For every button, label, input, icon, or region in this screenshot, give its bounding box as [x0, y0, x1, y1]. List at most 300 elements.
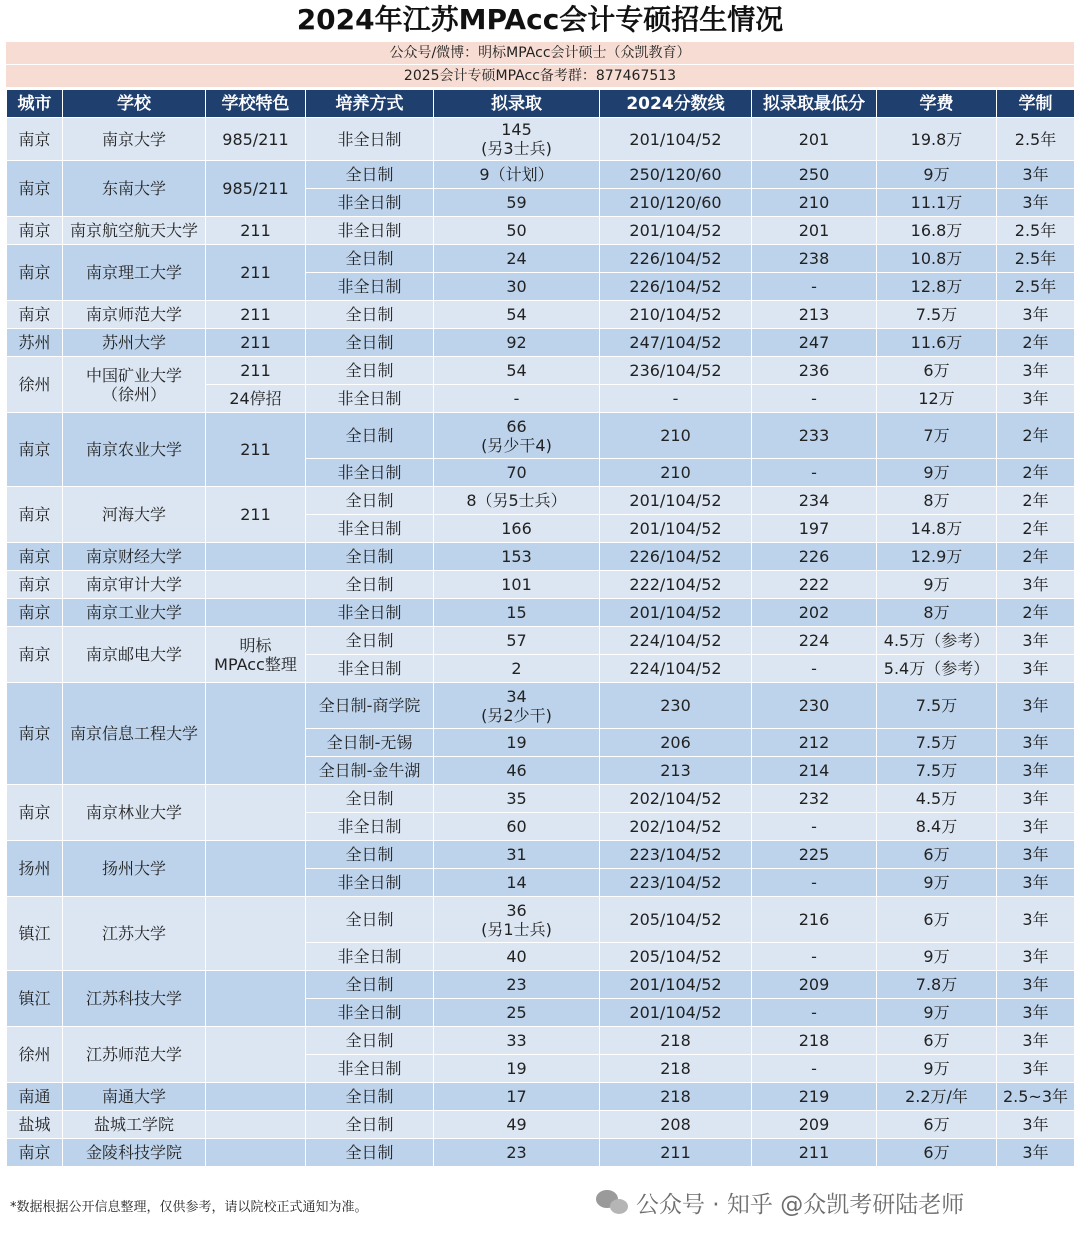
table-cell: 9（计划） [434, 161, 600, 189]
table-cell: 扬州 [7, 841, 63, 897]
table-cell: 7万 [877, 413, 997, 459]
table-cell: 985/211 [206, 118, 306, 161]
column-header: 城市 [7, 90, 63, 118]
table-cell: 江苏科技大学 [63, 971, 206, 1027]
table-cell: 2年 [997, 487, 1075, 515]
table-cell: 23 [434, 971, 600, 999]
table-cell: 南京 [7, 571, 63, 599]
table-cell: 202/104/52 [600, 785, 752, 813]
table-row [7, 245, 1075, 273]
table-cell: 985/211 [206, 161, 306, 217]
table-cell: 12.9万 [877, 543, 997, 571]
table-cell [206, 543, 306, 571]
table-cell: 224/104/52 [600, 655, 752, 683]
table-cell: 46 [434, 757, 600, 785]
table-cell: 全日制 [306, 245, 434, 273]
table-cell: 金陵科技学院 [63, 1139, 206, 1167]
table-cell: 225 [752, 841, 877, 869]
table-cell: 224 [752, 627, 877, 655]
table-cell: 2.5年 [997, 217, 1075, 245]
table-cell: 201/104/52 [600, 118, 752, 161]
wechat-icon [596, 1190, 630, 1216]
table-cell: 232 [752, 785, 877, 813]
table-cell: 3年 [997, 1055, 1075, 1083]
table-cell: 全日制 [306, 627, 434, 655]
table-cell: 17 [434, 1083, 600, 1111]
table-cell: 216 [752, 897, 877, 943]
table-body [7, 118, 1075, 1167]
table-row [7, 301, 1075, 329]
table-cell: 3年 [997, 189, 1075, 217]
table-cell: 31 [434, 841, 600, 869]
table-cell: 盐城工学院 [63, 1111, 206, 1139]
disclaimer-note: *数据根据公开信息整理，仅供参考，请以院校正式通知为准。 [10, 1200, 368, 1215]
watermark-text: 公众号 · 知乎 @众凯考研陆老师 [636, 1192, 965, 1218]
table-cell: 徐州 [7, 357, 63, 413]
table-cell: - [752, 943, 877, 971]
table-row [7, 217, 1075, 245]
table-cell: 230 [600, 683, 752, 729]
table-cell: 49 [434, 1111, 600, 1139]
table-cell: 3年 [997, 971, 1075, 999]
table-cell: 247/104/52 [600, 329, 752, 357]
table-cell: 非全日制 [306, 655, 434, 683]
table-cell: 8万 [877, 487, 997, 515]
table-cell: 54 [434, 357, 600, 385]
table-row [7, 841, 1075, 869]
table-cell: 213 [600, 757, 752, 785]
table-cell: 218 [752, 1027, 877, 1055]
table-cell: 33 [434, 1027, 600, 1055]
table-cell: 210/120/60 [600, 189, 752, 217]
table-cell: 50 [434, 217, 600, 245]
table-cell: 6万 [877, 841, 997, 869]
table-cell: 全日制 [306, 785, 434, 813]
table-cell: 8.4万 [877, 813, 997, 841]
table-cell: 南京 [7, 118, 63, 161]
table-cell: 211 [206, 357, 306, 385]
table-cell: 3年 [997, 655, 1075, 683]
table-cell: 2 [434, 655, 600, 683]
table-cell: 3年 [997, 301, 1075, 329]
table-cell: 3年 [997, 785, 1075, 813]
table-cell: 10.8万 [877, 245, 997, 273]
table-cell: 211 [206, 217, 306, 245]
table-cell: 24停招 [206, 385, 306, 413]
table-cell: 236 [752, 357, 877, 385]
table-cell: 23 [434, 1139, 600, 1167]
table-cell: 24 [434, 245, 600, 273]
page-title: 2024年江苏MPAcc会计专硕招生情况 [296, 3, 784, 36]
table-cell: 苏州大学 [63, 329, 206, 357]
table-cell [206, 683, 306, 785]
table-cell: 南京 [7, 627, 63, 683]
table-cell: 205/104/52 [600, 943, 752, 971]
table-cell: 70 [434, 459, 600, 487]
table-cell: 66 (另少干4) [434, 413, 600, 459]
table-cell: 6万 [877, 357, 997, 385]
table-cell: 222/104/52 [600, 571, 752, 599]
table-row [7, 118, 1075, 161]
column-header: 拟录取 [434, 90, 600, 118]
table-cell: 7.5万 [877, 301, 997, 329]
table-cell: 206 [600, 729, 752, 757]
table-cell: - [752, 869, 877, 897]
table-cell: 145 (另3士兵) [434, 118, 600, 161]
table-cell [206, 841, 306, 897]
table-cell: 3年 [997, 571, 1075, 599]
table-cell [206, 599, 306, 627]
table-cell: 南京 [7, 683, 63, 785]
table-cell: 全日制-无锡 [306, 729, 434, 757]
table-cell: 非全日制 [306, 459, 434, 487]
table-cell: 4.5万（参考） [877, 627, 997, 655]
table-cell: 9万 [877, 943, 997, 971]
table-cell: 223/104/52 [600, 841, 752, 869]
table-cell: 166 [434, 515, 600, 543]
admissions-table [6, 89, 1075, 1167]
table-cell: 6万 [877, 1027, 997, 1055]
table-cell: - [752, 655, 877, 683]
table-cell: 226 [752, 543, 877, 571]
column-header: 学制 [997, 90, 1075, 118]
table-cell: 15 [434, 599, 600, 627]
table-cell: 非全日制 [306, 599, 434, 627]
table-cell: 明标 MPAcc整理 [206, 627, 306, 683]
table-cell: 233 [752, 413, 877, 459]
table-cell: 江苏大学 [63, 897, 206, 971]
table-cell: 230 [752, 683, 877, 729]
table-cell: 218 [600, 1083, 752, 1111]
table-cell: 92 [434, 329, 600, 357]
table-cell: 南通大学 [63, 1083, 206, 1111]
table-cell: 6万 [877, 1111, 997, 1139]
table-cell: 8（另5士兵） [434, 487, 600, 515]
table-cell: 210 [600, 413, 752, 459]
table-row [7, 785, 1075, 813]
table-cell: - [752, 273, 877, 301]
table-cell: 247 [752, 329, 877, 357]
table-cell: 2.2万/年 [877, 1083, 997, 1111]
table-cell: 226/104/52 [600, 245, 752, 273]
column-header: 学费 [877, 90, 997, 118]
table-cell: 201/104/52 [600, 217, 752, 245]
table-row [7, 627, 1075, 655]
table-cell: 南京农业大学 [63, 413, 206, 487]
table-cell [206, 571, 306, 599]
table-cell: - [752, 385, 877, 413]
table-cell: 211 [206, 301, 306, 329]
table-cell: 南京工业大学 [63, 599, 206, 627]
table-cell: 非全日制 [306, 189, 434, 217]
table-cell: 57 [434, 627, 600, 655]
table-cell: 201 [752, 118, 877, 161]
table-cell [206, 785, 306, 841]
table-cell: 213 [752, 301, 877, 329]
table-cell: 211 [752, 1139, 877, 1167]
table-cell: 河海大学 [63, 487, 206, 543]
column-header: 培养方式 [306, 90, 434, 118]
table-cell: 南京林业大学 [63, 785, 206, 841]
table-cell: 3年 [997, 999, 1075, 1027]
table-cell: 非全日制 [306, 869, 434, 897]
table-cell: 36 (另1士兵) [434, 897, 600, 943]
table-cell: 25 [434, 999, 600, 1027]
table-cell: 2年 [997, 599, 1075, 627]
table-cell: 3年 [997, 729, 1075, 757]
table-cell: 209 [752, 1111, 877, 1139]
table-cell: 201/104/52 [600, 599, 752, 627]
table-cell: 南京 [7, 599, 63, 627]
table-cell: 5.4万（参考） [877, 655, 997, 683]
table-cell: 江苏师范大学 [63, 1027, 206, 1083]
table-cell: 19.8万 [877, 118, 997, 161]
table-cell: 3年 [997, 161, 1075, 189]
table-cell: 9万 [877, 869, 997, 897]
table-cell: 9万 [877, 999, 997, 1027]
table-cell: 6万 [877, 1139, 997, 1167]
table-cell: 201/104/52 [600, 999, 752, 1027]
table-cell: 211 [206, 329, 306, 357]
table-cell: 3年 [997, 897, 1075, 943]
table-cell: 南京邮电大学 [63, 627, 206, 683]
table-cell: 2年 [997, 413, 1075, 459]
table-row [7, 1083, 1075, 1111]
table-cell: 4.5万 [877, 785, 997, 813]
table-cell: 全日制 [306, 487, 434, 515]
table-cell: 218 [600, 1055, 752, 1083]
table-cell: 全日制 [306, 301, 434, 329]
table-cell: 全日制 [306, 1111, 434, 1139]
table-cell: 59 [434, 189, 600, 217]
column-header: 学校 [63, 90, 206, 118]
table-cell: 全日制 [306, 971, 434, 999]
table-cell [206, 1139, 306, 1167]
table-cell: 250 [752, 161, 877, 189]
column-header: 拟录取最低分 [752, 90, 877, 118]
table-cell: 南京 [7, 1139, 63, 1167]
table-row [7, 413, 1075, 459]
table-cell: 3年 [997, 357, 1075, 385]
table-cell: 212 [752, 729, 877, 757]
table-cell: 非全日制 [306, 943, 434, 971]
table-cell: 全日制 [306, 841, 434, 869]
table-cell: 3年 [997, 1027, 1075, 1055]
table-cell: 60 [434, 813, 600, 841]
table-cell: 南京 [7, 543, 63, 571]
table-cell: 南京信息工程大学 [63, 683, 206, 785]
table-row [7, 161, 1075, 189]
table-cell: 非全日制 [306, 999, 434, 1027]
table-row [7, 897, 1075, 943]
table-cell: 非全日制 [306, 217, 434, 245]
subtitle-study-group: 2025会计专硕MPAcc备考群：877467513 [6, 65, 1074, 87]
table-cell: - [600, 385, 752, 413]
table-cell: 101 [434, 571, 600, 599]
table-cell: 236/104/52 [600, 357, 752, 385]
table-cell: 223/104/52 [600, 869, 752, 897]
table-cell: 非全日制 [306, 813, 434, 841]
table-cell: 南京财经大学 [63, 543, 206, 571]
table-cell: 3年 [997, 1139, 1075, 1167]
table-cell: 南通 [7, 1083, 63, 1111]
table-header-row [7, 90, 1075, 118]
table-cell: 全日制 [306, 571, 434, 599]
table-cell: 153 [434, 543, 600, 571]
table-cell: - [752, 1055, 877, 1083]
table-cell: 扬州大学 [63, 841, 206, 897]
table-cell: 7.5万 [877, 683, 997, 729]
table-cell: 9万 [877, 161, 997, 189]
table-cell: 19 [434, 729, 600, 757]
table-cell: 南京 [7, 487, 63, 543]
table-row [7, 1139, 1075, 1167]
table-cell: 7.5万 [877, 729, 997, 757]
table-cell: - [752, 999, 877, 1027]
table-cell: 14 [434, 869, 600, 897]
column-header: 学校特色 [206, 90, 306, 118]
table-cell [206, 897, 306, 971]
table-row [7, 329, 1075, 357]
table-cell: 2.5~3年 [997, 1083, 1075, 1111]
table-cell: 11.6万 [877, 329, 997, 357]
table-cell: 202/104/52 [600, 813, 752, 841]
table-cell: 30 [434, 273, 600, 301]
table-cell: 镇江 [7, 897, 63, 971]
table-cell: - [752, 813, 877, 841]
table-cell: 全日制 [306, 357, 434, 385]
table-cell: 12.8万 [877, 273, 997, 301]
table-cell: 全日制 [306, 543, 434, 571]
table-cell: 南京航空航天大学 [63, 217, 206, 245]
table-cell: 非全日制 [306, 515, 434, 543]
table-cell: 54 [434, 301, 600, 329]
table-cell: 南京 [7, 301, 63, 329]
table-cell: 非全日制 [306, 1055, 434, 1083]
table-cell: 全日制-金牛湖 [306, 757, 434, 785]
table-cell: 南京理工大学 [63, 245, 206, 301]
table-cell: - [434, 385, 600, 413]
table-cell: 全日制 [306, 161, 434, 189]
table-cell: 南京 [7, 413, 63, 487]
table-cell: 208 [600, 1111, 752, 1139]
table-cell: 2年 [997, 515, 1075, 543]
table-cell: 非全日制 [306, 273, 434, 301]
table-cell: 226/104/52 [600, 273, 752, 301]
table-cell: 南京师范大学 [63, 301, 206, 329]
table-cell: 南京 [7, 785, 63, 841]
table-cell: 全日制 [306, 413, 434, 459]
table-cell: 210 [752, 189, 877, 217]
table-cell: 16.8万 [877, 217, 997, 245]
table-cell: 8万 [877, 599, 997, 627]
table-cell: 东南大学 [63, 161, 206, 217]
table-cell: 9万 [877, 459, 997, 487]
table-cell: 211 [206, 245, 306, 301]
table-cell: 全日制 [306, 1139, 434, 1167]
table-cell: 镇江 [7, 971, 63, 1027]
table-cell: 中国矿业大学 （徐州） [63, 357, 206, 413]
table-cell: 全日制 [306, 897, 434, 943]
table-cell [206, 1083, 306, 1111]
table-cell: 211 [600, 1139, 752, 1167]
table-cell: 234 [752, 487, 877, 515]
table-cell: 南京大学 [63, 118, 206, 161]
table-cell: 210 [600, 459, 752, 487]
table-cell [206, 971, 306, 1027]
table-cell: 210/104/52 [600, 301, 752, 329]
table-cell: 3年 [997, 627, 1075, 655]
table-cell: 盐城 [7, 1111, 63, 1139]
table-cell: 7.8万 [877, 971, 997, 999]
table-cell: - [752, 459, 877, 487]
table-cell: 2年 [997, 459, 1075, 487]
column-header: 2024分数线 [600, 90, 752, 118]
table-row [7, 357, 1075, 385]
table-cell: 非全日制 [306, 118, 434, 161]
table-cell: 南京审计大学 [63, 571, 206, 599]
table-cell: 3年 [997, 1111, 1075, 1139]
subtitle-official-account: 公众号/微博：明标MPAcc会计硕士（众凯教育） [6, 42, 1074, 64]
table-cell: 3年 [997, 841, 1075, 869]
table-cell: 3年 [997, 869, 1075, 897]
table-cell: 徐州 [7, 1027, 63, 1083]
table-row [7, 1027, 1075, 1055]
table-cell: 226/104/52 [600, 543, 752, 571]
table-cell: 全日制 [306, 1083, 434, 1111]
table-cell: 9万 [877, 571, 997, 599]
table-cell: 3年 [997, 757, 1075, 785]
table-cell: 11.1万 [877, 189, 997, 217]
table-cell: 201/104/52 [600, 515, 752, 543]
table-cell: 211 [206, 487, 306, 543]
table-cell: 6万 [877, 897, 997, 943]
table-cell: 南京 [7, 161, 63, 217]
table-row [7, 599, 1075, 627]
table-cell: 9万 [877, 1055, 997, 1083]
table-cell: 非全日制 [306, 385, 434, 413]
table-row [7, 683, 1075, 729]
table-cell: 201 [752, 217, 877, 245]
table-cell: 全日制-商学院 [306, 683, 434, 729]
table-cell: 3年 [997, 385, 1075, 413]
table-cell [206, 1027, 306, 1083]
table-cell: 2.5年 [997, 118, 1075, 161]
table-row [7, 487, 1075, 515]
table-cell: 3年 [997, 683, 1075, 729]
table-cell: 209 [752, 971, 877, 999]
table-cell [206, 1111, 306, 1139]
table-cell: 250/120/60 [600, 161, 752, 189]
table-row [7, 971, 1075, 999]
table-cell: 2年 [997, 329, 1075, 357]
table-cell: 全日制 [306, 1027, 434, 1055]
table-cell: 218 [600, 1027, 752, 1055]
table-cell: 全日制 [306, 329, 434, 357]
table-cell: 205/104/52 [600, 897, 752, 943]
table-cell: 211 [206, 413, 306, 487]
table-cell: 34 (另2少干) [434, 683, 600, 729]
source-watermark [596, 1186, 964, 1219]
table-cell: 202 [752, 599, 877, 627]
table-cell: 3年 [997, 943, 1075, 971]
table-cell: 214 [752, 757, 877, 785]
table-cell: 南京 [7, 245, 63, 301]
table-row [7, 1111, 1075, 1139]
table-cell: 2年 [997, 543, 1075, 571]
table-cell: 苏州 [7, 329, 63, 357]
table-cell: 201/104/52 [600, 971, 752, 999]
